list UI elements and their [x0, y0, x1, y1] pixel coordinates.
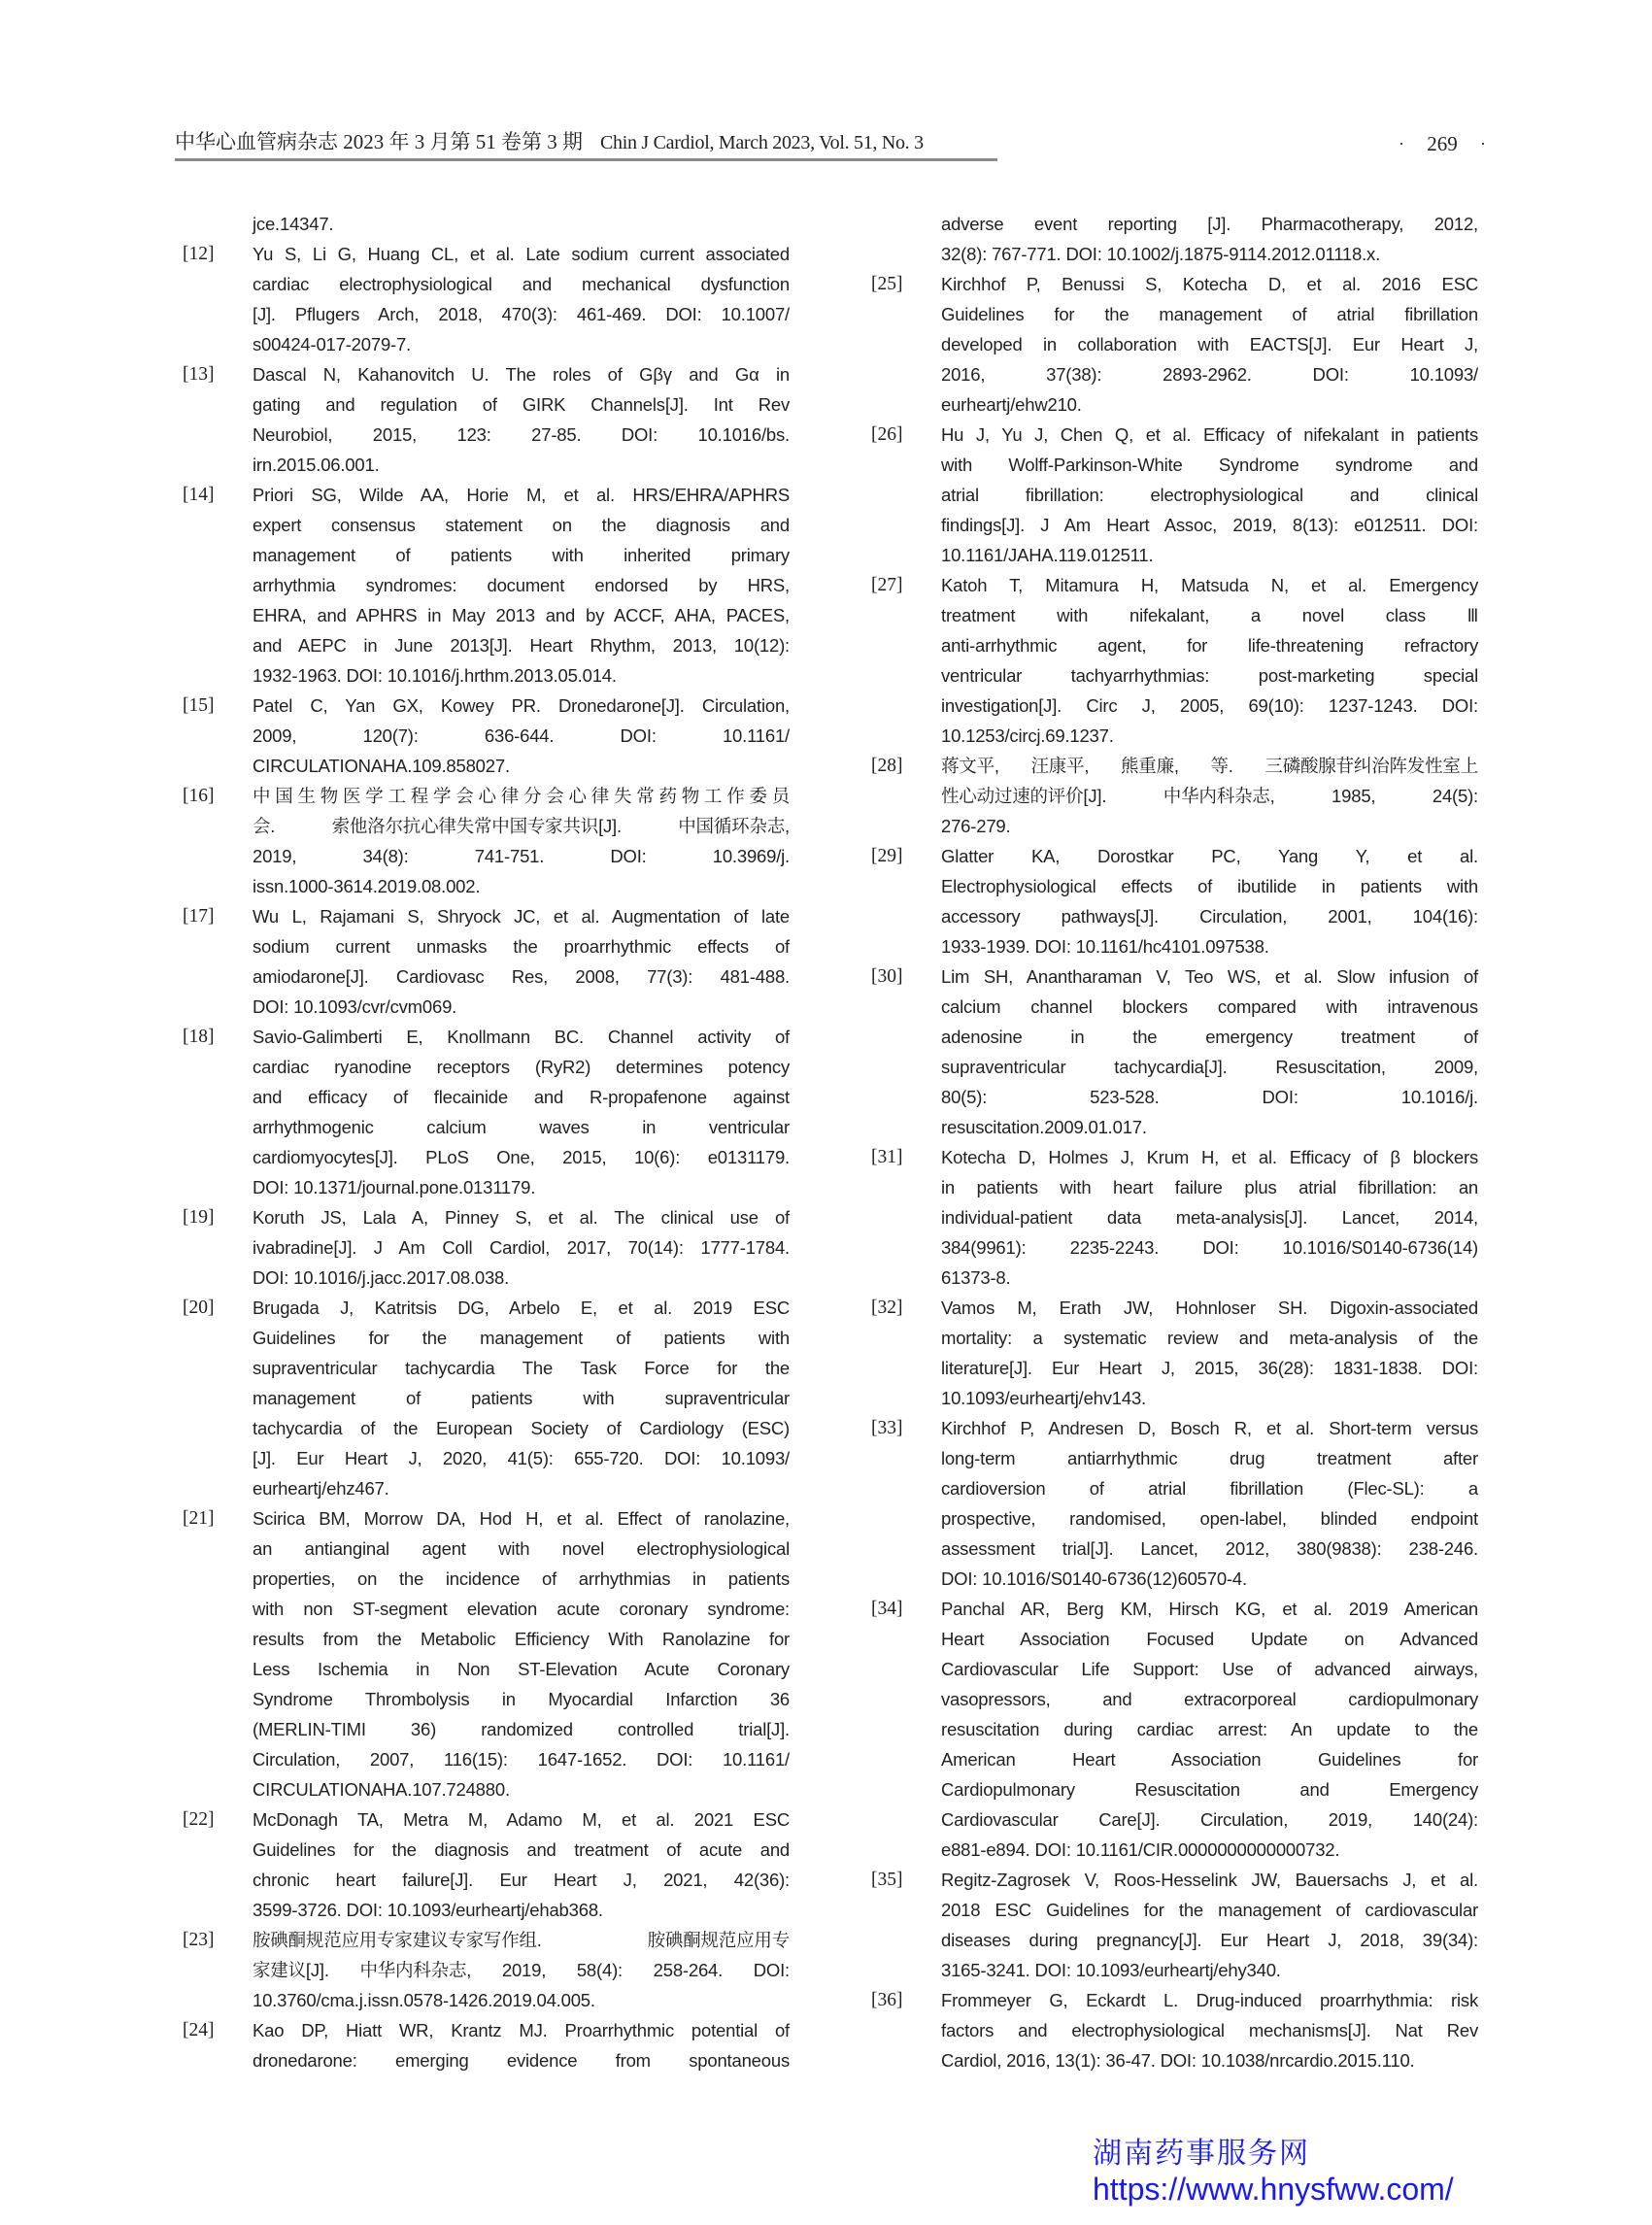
reference-text-line: 会. 索他洛尔抗心律失常中国专家共识[J]. 中国循环杂志, — [253, 816, 790, 836]
reference-number: [32] — [871, 1298, 903, 1318]
reference-text-line: gating and regulation of GIRK Channels[J]. Int Rev — [253, 394, 790, 415]
reference-text-line: Guidelines for the diagnosis and treatment of acute and — [253, 1839, 790, 1860]
reference-text-line: Patel C, Yan GX, Kowey PR. Dronedarone[J]. Circulation, — [253, 695, 790, 716]
reference-text-line: Cardiovascular Life Support: Use of advanced airways, — [941, 1659, 1478, 1679]
reference-text-line: expert consensus statement on the diagnosis and — [253, 515, 790, 535]
reference-text-line: Vamos M, Erath JW, Hohnloser SH. Digoxin-associated — [941, 1298, 1478, 1318]
reference-text-line: Scirica BM, Morrow DA, Hod H, et al. Effect of ranolazine, — [253, 1508, 790, 1529]
reference-entry — [183, 239, 790, 359]
reference-entry — [871, 961, 1478, 1142]
reference-text-line: eurheartj/ehw210. — [941, 394, 1082, 415]
reference-text-line: 中国生物医学工程学会心律分会心律失常药物工作委员 — [253, 786, 790, 806]
reference-text-line: with non ST-segment elevation acute coronary syndrome: — [253, 1599, 790, 1619]
reference-number: [23] — [183, 1930, 215, 1950]
reference-number: [28] — [871, 756, 903, 776]
reference-number: [29] — [871, 846, 903, 866]
reference-text-line: 10.1093/eurheartj/ehv143. — [941, 1388, 1147, 1408]
reference-text-line: 蒋文平, 汪康平, 熊重廉, 等. 三磷酸腺苷纠治阵发性室上 — [941, 756, 1478, 776]
reference-number: [13] — [183, 364, 215, 385]
journal-title-cn: 中华心血管病杂志 2023 年 3 月第 51 卷第 3 期 — [175, 130, 583, 153]
reference-text-line: DOI: 10.1016/j.jacc.2017.08.038. — [253, 1267, 510, 1288]
reference-entry — [871, 751, 1478, 841]
reference-text-line: Dascal N, Kahanovitch U. The roles of Gβγ and Gα in — [253, 364, 790, 385]
reference-text-line: and efficacy of flecainide and R-propafenone against — [253, 1087, 790, 1107]
reference-text-line: Guidelines for the management of patients with — [253, 1328, 790, 1348]
reference-text-line: DOI: 10.1016/S0140-6736(12)60570-4. — [941, 1568, 1247, 1589]
reference-entry — [871, 841, 1478, 961]
reference-text-line: Kirchhof P, Benussi S, Kotecha D, et al. 2016 ESC — [941, 274, 1478, 294]
reference-number: [22] — [183, 1809, 215, 1830]
reference-text-line: Glatter KA, Dorostkar PC, Yang Y, et al. — [941, 846, 1478, 866]
reference-text-line: arrhythmogenic calcium waves in ventricular — [253, 1117, 790, 1137]
reference-text-line: Neurobiol, 2015, 123: 27-85. DOI: 10.1016/bs. — [253, 424, 790, 445]
reference-number: [12] — [183, 244, 215, 264]
reference-text-line: Cardiopulmonary Resuscitation and Emergency — [941, 1779, 1478, 1800]
journal-title-en: Chin J Cardiol, March 2023, Vol. 51, No. 3 — [600, 132, 924, 153]
reference-text-line: Savio-Galimberti E, Knollmann BC. Channel activity of — [253, 1027, 790, 1047]
reference-text-line: 性心动过速的评价[J]. 中华内科杂志, 1985, 24(5): — [941, 786, 1478, 806]
reference-text-line: 384(9961): 2235-2243. DOI: 10.1016/S0140-6736(14) — [941, 1237, 1478, 1258]
reference-text-line: sodium current unmasks the proarrhythmic effects of — [253, 936, 790, 957]
reference-text-line: results from the Metabolic Efficiency With Ranolazine for — [253, 1629, 790, 1649]
reference-text-line: 10.3760/cma.j.issn.0578-1426.2019.04.005. — [253, 1990, 595, 2010]
reference-text-line: Yu S, Li G, Huang CL, et al. Late sodium current associated — [253, 244, 790, 264]
reference-text-line: 3599-3726. DOI: 10.1093/eurheartj/ehab368. — [253, 1900, 603, 1920]
reference-text-line: an antianginal agent with novel electrophysiological — [253, 1538, 790, 1559]
reference-text-line: Electrophysiological effects of ibutilide in patients with — [941, 876, 1478, 896]
reference-text-line: developed in collaboration with EACTS[J]. Eur Heart J, — [941, 334, 1478, 354]
reference-text-line: 2009, 120(7): 636-644. DOI: 10.1161/ — [253, 725, 790, 746]
reference-text-line: [J]. Pflugers Arch, 2018, 470(3): 461-469. DOI: 10.1007/ — [253, 304, 790, 324]
page-number — [1399, 129, 1486, 158]
reference-text-line: Kao DP, Hiatt WR, Krantz MJ. Proarrhythmic potential of — [253, 2020, 790, 2040]
running-header — [175, 129, 997, 161]
reference-entry — [183, 209, 790, 239]
reference-entry — [183, 901, 790, 1022]
reference-entry — [871, 1865, 1478, 1985]
page-number-dot-right: · — [1480, 134, 1486, 153]
reference-text-line: cardioversion of atrial fibrillation (Flec-SL): a — [941, 1478, 1478, 1499]
reference-number: [35] — [871, 1870, 903, 1890]
reference-entry — [871, 269, 1478, 420]
reference-text-line: Koruth JS, Lala A, Pinney S, et al. The clinical use of — [253, 1207, 790, 1228]
reference-entry — [871, 209, 1478, 269]
reference-text-line: properties, on the incidence of arrhythmias in patients — [253, 1568, 790, 1589]
reference-text-line: eurheartj/ehz467. — [253, 1478, 389, 1499]
reference-entry — [871, 1594, 1478, 1865]
reference-text-line: amiodarone[J]. Cardiovasc Res, 2008, 77(3): 481-488. — [253, 966, 790, 987]
reference-text-line: jce.14347. — [253, 214, 334, 234]
reference-text-line: CIRCULATIONAHA.109.858027. — [253, 756, 510, 776]
reference-text-line: adenosine in the emergency treatment of — [941, 1027, 1478, 1047]
reference-number: [36] — [871, 1990, 903, 2010]
reference-number: [18] — [183, 1027, 215, 1047]
reference-column-right — [871, 209, 1478, 2075]
reference-text-line: adverse event reporting [J]. Pharmacotherapy, 2012, — [941, 214, 1478, 234]
reference-text-line: s00424-017-2079-7. — [253, 334, 412, 354]
reference-text-line: in patients with heart failure plus atrial fibrillation: an — [941, 1177, 1478, 1197]
reference-entry — [183, 781, 790, 901]
reference-entry — [183, 1503, 790, 1804]
reference-text-line: resuscitation.2009.01.017. — [941, 1117, 1147, 1137]
reference-number: [24] — [183, 2020, 215, 2040]
reference-text-line: Kirchhof P, Andresen D, Bosch R, et al. Short-term versus — [941, 1418, 1478, 1438]
page-number-dot-left: · — [1399, 134, 1404, 153]
reference-entry — [871, 1413, 1478, 1594]
reference-text-line: 276-279. — [941, 816, 1011, 836]
reference-number: [14] — [183, 485, 215, 505]
reference-text-line: Wu L, Rajamani S, Shryock JC, et al. Augmentation of late — [253, 906, 790, 927]
reference-text-line: management of patients with supraventricular — [253, 1388, 790, 1408]
reference-entry — [183, 691, 790, 781]
reference-entry — [871, 1293, 1478, 1413]
reference-text-line: American Heart Association Guidelines for — [941, 1749, 1478, 1770]
reference-text-line: Guidelines for the management of atrial fibrillation — [941, 304, 1478, 324]
reference-text-line: Hu J, Yu J, Chen Q, et al. Efficacy of nifekalant in patients — [941, 424, 1478, 445]
reference-number: [17] — [183, 906, 215, 927]
reference-text-line: Lim SH, Anantharaman V, Teo WS, et al. Slow infusion of — [941, 966, 1478, 987]
reference-text-line: supraventricular tachycardia The Task Force for the — [253, 1358, 790, 1378]
reference-text-line: 10.1253/circj.69.1237. — [941, 725, 1114, 746]
page-number-value: 269 — [1427, 132, 1458, 155]
reference-text-line: cardiac ryanodine receptors (RyR2) determines potency — [253, 1057, 790, 1077]
reference-text-line: and AEPC in June 2013[J]. Heart Rhythm, 2013, 10(12): — [253, 635, 790, 656]
reference-text-line: diseases during pregnancy[J]. Eur Heart J, 2018, 39(34): — [941, 1930, 1478, 1950]
reference-text-line: 3165-3241. DOI: 10.1093/eurheartj/ehy340. — [941, 1960, 1281, 1980]
reference-text-line: anti-arrhythmic agent, for life-threatening refractory — [941, 635, 1478, 656]
reference-text-line: McDonagh TA, Metra M, Adamo M, et al. 2021 ESC — [253, 1809, 790, 1830]
reference-text-line: findings[J]. J Am Heart Assoc, 2019, 8(13): e012511. DOI: — [941, 515, 1478, 535]
reference-text-line: (MERLIN-TIMI 36) randomized controlled trial[J]. — [253, 1719, 790, 1739]
reference-text-line: e881-e894. DOI: 10.1161/CIR.0000000000000732. — [941, 1839, 1340, 1860]
reference-entry — [871, 1142, 1478, 1293]
reference-number: [31] — [871, 1147, 903, 1167]
reference-entry — [871, 1985, 1478, 2075]
reference-entry — [871, 570, 1478, 751]
reference-number: [20] — [183, 1298, 215, 1318]
reference-entry — [183, 2015, 790, 2075]
reference-number: [30] — [871, 966, 903, 987]
reference-text-line: Katoh T, Mitamura H, Matsuda N, et al. Emergency — [941, 575, 1478, 595]
reference-text-line: Panchal AR, Berg KM, Hirsch KG, et al. 2019 American — [941, 1599, 1478, 1619]
reference-number: [33] — [871, 1418, 903, 1438]
reference-text-line: Syndrome Thrombolysis in Myocardial Infarction 36 — [253, 1689, 790, 1709]
reference-text-line: arrhythmia syndromes: document endorsed by HRS, — [253, 575, 790, 595]
reference-text-line: 32(8): 767-771. DOI: 10.1002/j.1875-9114.2012.01118.x. — [941, 244, 1381, 264]
reference-text-line: Priori SG, Wilde AA, Horie M, et al. HRS/EHRA/APHRS — [253, 485, 790, 505]
reference-text-line: atrial fibrillation: electrophysiological and clinical — [941, 485, 1478, 505]
reference-entry — [183, 1293, 790, 1503]
reference-entry — [183, 1804, 790, 1925]
reference-text-line: 10.1161/JAHA.119.012511. — [941, 545, 1154, 565]
reference-number: [26] — [871, 424, 903, 445]
reference-text-line: calcium channel blockers compared with intravenous — [941, 996, 1478, 1017]
reference-text-line: Circulation, 2007, 116(15): 1647-1652. DOI: 10.1161/ — [253, 1749, 790, 1770]
reference-entry — [183, 359, 790, 480]
reference-text-line: literature[J]. Eur Heart J, 2015, 36(28): 1831-1838. DOI: — [941, 1358, 1478, 1378]
reference-text-line: 2018 ESC Guidelines for the management of cardiovascular — [941, 1900, 1478, 1920]
reference-text-line: chronic heart failure[J]. Eur Heart J, 2021, 42(36): — [253, 1870, 790, 1890]
reference-entry — [871, 420, 1478, 570]
reference-text-line: 家建议[J]. 中华内科杂志, 2019, 58(4): 258-264. DOI: — [253, 1960, 790, 1980]
watermark-url: https://www.hnysfww.com/ — [1093, 2172, 1454, 2207]
reference-text-line: issn.1000-3614.2019.08.002. — [253, 876, 481, 896]
reference-text-line: ivabradine[J]. J Am Coll Cardiol, 2017, 70(14): 1777-1784. — [253, 1237, 790, 1258]
reference-number: [21] — [183, 1508, 215, 1529]
reference-entry — [183, 1202, 790, 1293]
reference-entry — [183, 1925, 790, 2015]
reference-text-line: Regitz-Zagrosek V, Roos-Hesselink JW, Bauersachs J, et al. — [941, 1870, 1478, 1890]
reference-text-line: Heart Association Focused Update on Advanced — [941, 1629, 1478, 1649]
reference-text-line: mortality: a systematic review and meta-analysis of the — [941, 1328, 1478, 1348]
reference-entry — [183, 1022, 790, 1202]
reference-number: [34] — [871, 1599, 903, 1619]
reference-text-line: 1933-1939. DOI: 10.1161/hc4101.097538. — [941, 936, 1269, 957]
reference-text-line: vasopressors, and extracorporeal cardiopulmonary — [941, 1689, 1478, 1709]
reference-text-line: individual-patient data meta-analysis[J]. Lancet, 2014, — [941, 1207, 1478, 1228]
reference-text-line: supraventricular tachycardia[J]. Resuscitation, 2009, — [941, 1057, 1478, 1077]
reference-text-line: EHRA, and APHRS in May 2013 and by ACCF, AHA, PACES, — [253, 605, 790, 625]
reference-number: [25] — [871, 274, 903, 294]
reference-entry — [183, 480, 790, 691]
reference-number: [27] — [871, 575, 903, 595]
reference-text-line: prospective, randomised, open-label, blinded endpoint — [941, 1508, 1478, 1529]
reference-text-line: 2019, 34(8): 741-751. DOI: 10.3969/j. — [253, 846, 790, 866]
reference-column-left — [183, 209, 790, 2075]
reference-text-line: accessory pathways[J]. Circulation, 2001, 104(16): — [941, 906, 1478, 927]
reference-text-line: dronedarone: emerging evidence from spontaneous — [253, 2050, 790, 2071]
reference-number: [16] — [183, 786, 215, 806]
reference-text-line: [J]. Eur Heart J, 2020, 41(5): 655-720. DOI: 10.1093/ — [253, 1448, 790, 1468]
reference-text-line: 1932-1963. DOI: 10.1016/j.hrthm.2013.05.014. — [253, 665, 617, 686]
reference-text-line: investigation[J]. Circ J, 2005, 69(10): 1237-1243. DOI: — [941, 695, 1478, 716]
watermark-site-name: 湖南药事服务网 — [1093, 2137, 1310, 2171]
reference-number: [15] — [183, 695, 215, 716]
reference-text-line: DOI: 10.1093/cvr/cvm069. — [253, 996, 457, 1017]
reference-text-line: DOI: 10.1371/journal.pone.0131179. — [253, 1177, 536, 1197]
reference-text-line: treatment with nifekalant, a novel class Ⅲ — [941, 605, 1478, 625]
reference-text-line: ventricular tachyarrhythmias: post-marketing special — [941, 665, 1478, 686]
reference-text-line: with Wolff-Parkinson-White Syndrome syndrome and — [941, 455, 1478, 475]
reference-text-line: Less Ischemia in Non ST-Elevation Acute Coronary — [253, 1659, 790, 1679]
reference-text-line: 61373-8. — [941, 1267, 1011, 1288]
reference-text-line: Cardiol, 2016, 13(1): 36-47. DOI: 10.1038/nrcardio.2015.110. — [941, 2050, 1415, 2071]
reference-text-line: Kotecha D, Holmes J, Krum H, et al. Efficacy of β blockers — [941, 1147, 1478, 1167]
reference-text-line: 胺碘酮规范应用专家建议专家写作组. 胺碘酮规范应用专 — [253, 1930, 790, 1950]
reference-text-line: Cardiovascular Care[J]. Circulation, 2019, 140(24): — [941, 1809, 1478, 1830]
reference-text-line: factors and electrophysiological mechanisms[J]. Nat Rev — [941, 2020, 1478, 2040]
reference-text-line: assessment trial[J]. Lancet, 2012, 380(9838): 238-246. — [941, 1538, 1478, 1559]
watermark-link[interactable] — [1093, 2137, 1454, 2207]
reference-text-line: CIRCULATIONAHA.107.724880. — [253, 1779, 510, 1800]
reference-text-line: irn.2015.06.001. — [253, 455, 380, 475]
reference-text-line: resuscitation during cardiac arrest: An update to the — [941, 1719, 1478, 1739]
reference-text-line: management of patients with inherited primary — [253, 545, 790, 565]
reference-text-line: Frommeyer G, Eckardt L. Drug-induced proarrhythmia: risk — [941, 1990, 1478, 2010]
reference-text-line: Brugada J, Katritsis DG, Arbelo E, et al. 2019 ESC — [253, 1298, 790, 1318]
reference-text-line: tachycardia of the European Society of Cardiology (ESC) — [253, 1418, 790, 1438]
reference-number: [19] — [183, 1207, 215, 1228]
reference-text-line: 80(5): 523-528. DOI: 10.1016/j. — [941, 1087, 1478, 1107]
reference-text-line: 2016, 37(38): 2893-2962. DOI: 10.1093/ — [941, 364, 1478, 385]
reference-text-line: cardiac electrophysiological and mechanical dysfunction — [253, 274, 790, 294]
reference-text-line: cardiomyocytes[J]. PLoS One, 2015, 10(6): e0131179. — [253, 1147, 790, 1167]
reference-text-line: long-term antiarrhythmic drug treatment after — [941, 1448, 1478, 1468]
